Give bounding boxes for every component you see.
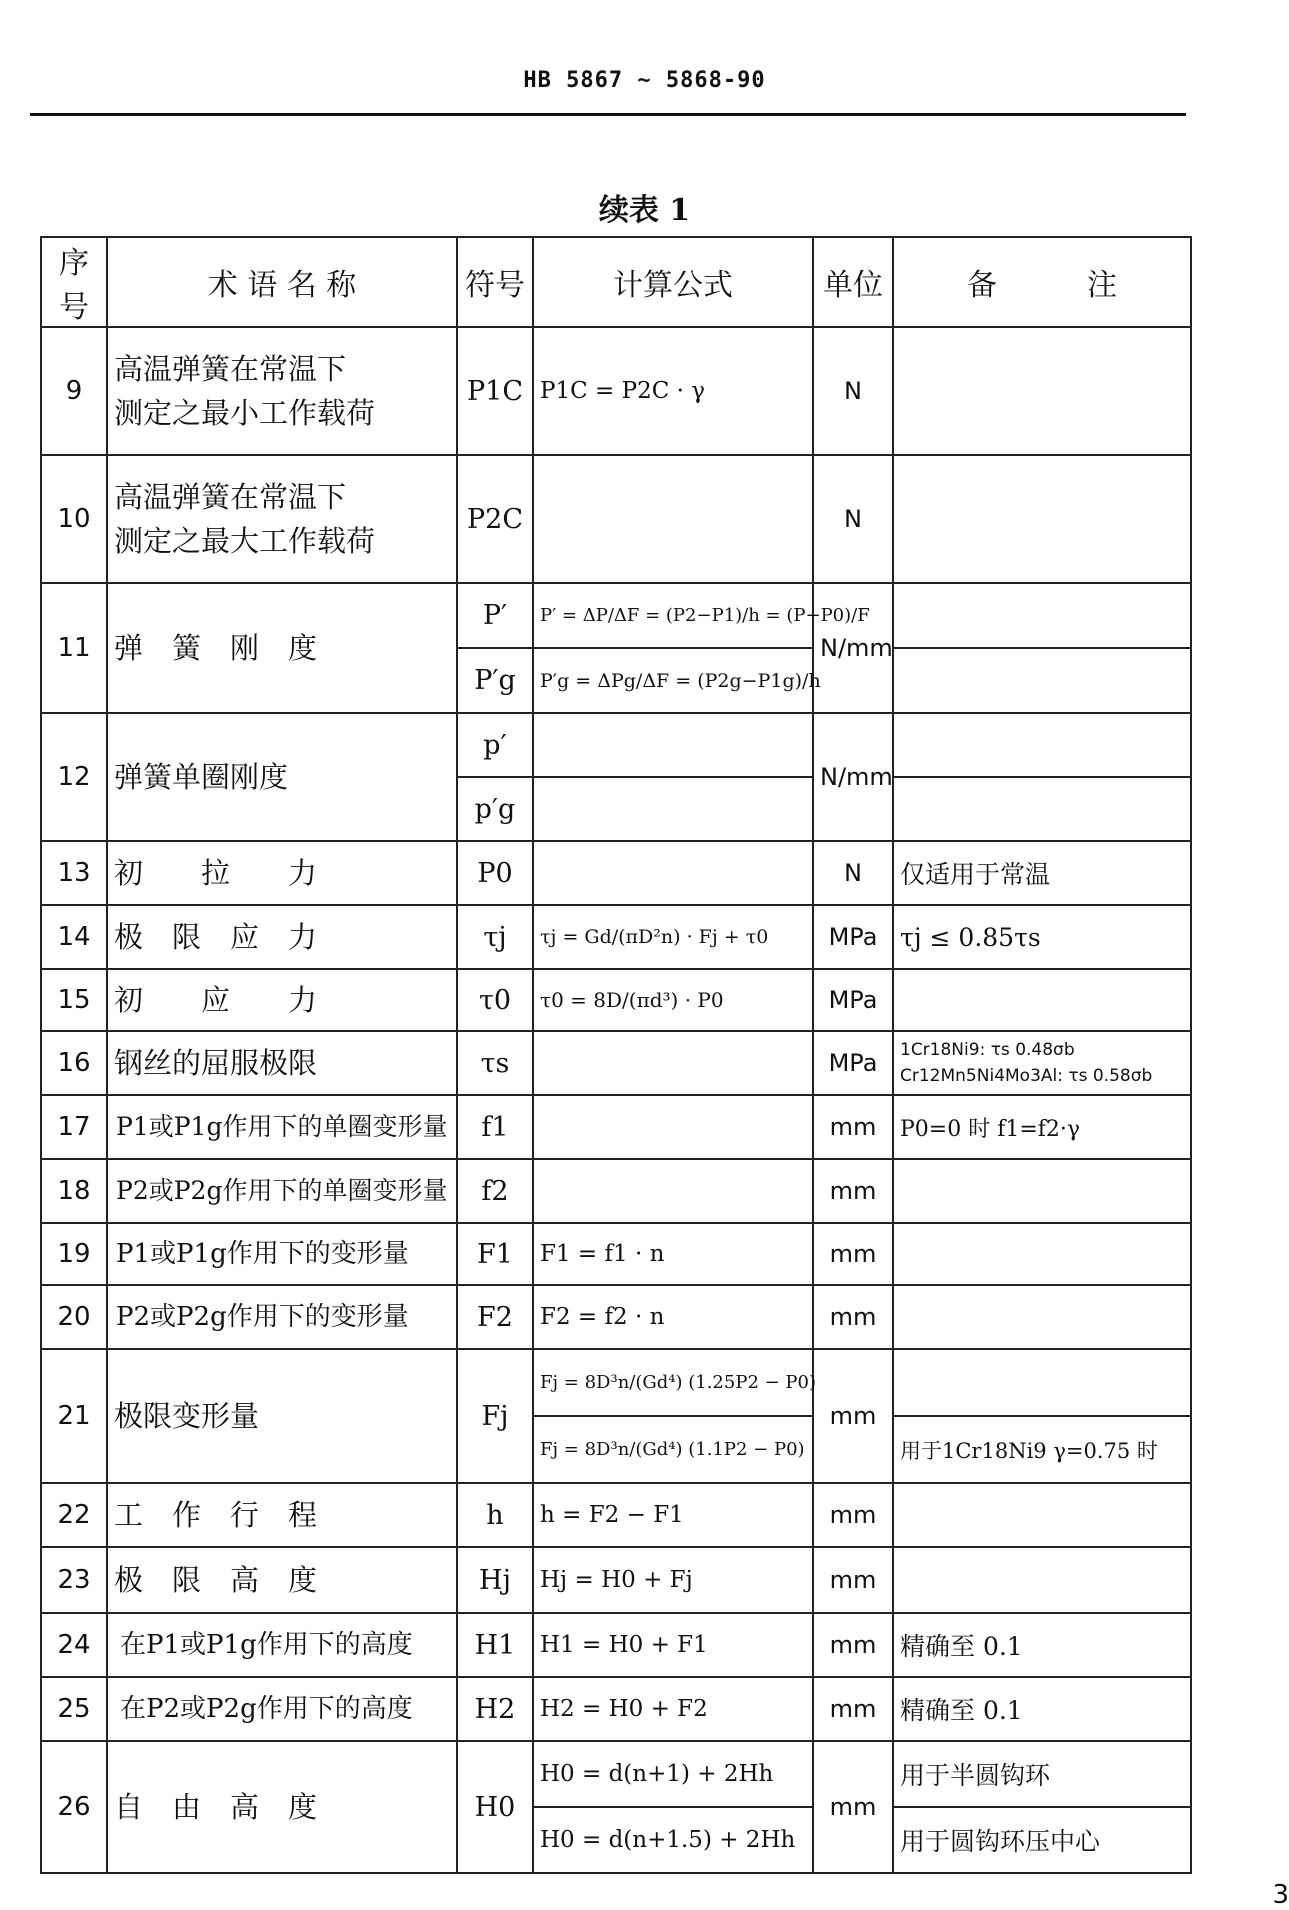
formula-cell: F1 = f1 · n [533, 1223, 813, 1285]
symbol-cell: p′ [457, 713, 533, 777]
table-row [41, 841, 1191, 905]
unit-cell: MPa [813, 969, 893, 1031]
remark-cell: 用于圆钩环压中心 [893, 1807, 1191, 1873]
terms-table [40, 236, 1192, 1874]
row-no: 18 [41, 1159, 107, 1223]
formula-cell: H0 = d(n+1.5) + 2Hh [533, 1807, 813, 1873]
col-header-formula: 计算公式 [533, 237, 813, 327]
symbol-cell: P′g [457, 648, 533, 713]
unit-cell: N/mm [813, 583, 893, 713]
symbol-cell: τs [457, 1031, 533, 1095]
term-cell: 在P2或P2g作用下的高度 [107, 1677, 457, 1741]
formula-cell: h = F2 − F1 [533, 1483, 813, 1547]
row-no: 16 [41, 1031, 107, 1095]
formula-cell: F2 = f2 · n [533, 1285, 813, 1349]
formula-cell [533, 777, 813, 841]
remark-cell [893, 1285, 1191, 1349]
unit-cell: mm [813, 1547, 893, 1613]
term-line: 高温弹簧在常温下 [114, 480, 347, 514]
row-no: 11 [41, 583, 107, 713]
symbol-cell: P′ [457, 583, 533, 648]
term-cell: 在P1或P1g作用下的高度 [107, 1613, 457, 1677]
unit-cell: N [813, 327, 893, 455]
table-row [41, 905, 1191, 969]
remark-cell [893, 969, 1191, 1031]
document-code: HB 5867 ~ 5868-90 [523, 68, 766, 93]
term-cell: 初 拉 力 [107, 841, 457, 905]
formula-cell: τj = Gd/(πD²n) · Fj + τ0 [533, 905, 813, 969]
row-no: 17 [41, 1095, 107, 1159]
symbol-cell: Hj [457, 1547, 533, 1613]
unit-cell: MPa [813, 905, 893, 969]
unit-cell: mm [813, 1483, 893, 1547]
remark-line: 1Cr18Ni9: τs 0.48σb [900, 1040, 1075, 1060]
term-cell: P1或P1g作用下的变形量 [107, 1223, 457, 1285]
table-row [41, 1031, 1191, 1095]
formula-cell: Fj = 8D³n/(Gd⁴) (1.25P2 − P0) [533, 1349, 813, 1416]
remark-cell: τj ≤ 0.85τs [893, 905, 1191, 969]
symbol-cell: f2 [457, 1159, 533, 1223]
unit-cell: N [813, 841, 893, 905]
remark-cell: 精确至 0.1 [893, 1613, 1191, 1677]
remark-cell: 用于1Cr18Ni9 γ=0.75 时 [893, 1416, 1191, 1483]
unit-cell: mm [813, 1613, 893, 1677]
formula-cell [533, 1159, 813, 1223]
symbol-cell: Fj [457, 1349, 533, 1483]
col-header-symbol: 符号 [457, 237, 533, 327]
unit-cell: mm [813, 1741, 893, 1873]
col-header-term: 术 语 名 称 [107, 237, 457, 327]
row-no: 22 [41, 1483, 107, 1547]
remark-cell: P0=0 时 f1=f2·γ [893, 1095, 1191, 1159]
unit-cell: mm [813, 1159, 893, 1223]
term-cell: P2或P2g作用下的单圈变形量 [107, 1159, 457, 1223]
row-no: 13 [41, 841, 107, 905]
col-header-unit: 单位 [813, 237, 893, 327]
formula-cell: H2 = H0 + F2 [533, 1677, 813, 1741]
term-cell [107, 327, 457, 455]
formula-cell [533, 1095, 813, 1159]
formula-cell [533, 841, 813, 905]
symbol-cell: h [457, 1483, 533, 1547]
remark-cell [893, 648, 1191, 713]
remark-cell [893, 1223, 1191, 1285]
remark-cell: 用于半圆钩环 [893, 1741, 1191, 1807]
unit-cell: mm [813, 1223, 893, 1285]
symbol-cell: τj [457, 905, 533, 969]
row-no: 15 [41, 969, 107, 1031]
term-cell: 弹 簧 刚 度 [107, 583, 457, 713]
symbol-cell: P2C [457, 455, 533, 583]
formula-cell: P′g = ΔPg/ΔF = (P2g−P1g)/h [533, 648, 813, 713]
symbol-cell: P0 [457, 841, 533, 905]
row-no: 21 [41, 1349, 107, 1483]
term-line: 测定之最大工作载荷 [114, 524, 376, 558]
remark-cell: 精确至 0.1 [893, 1677, 1191, 1741]
table-row [41, 1613, 1191, 1677]
table-row [41, 583, 1191, 648]
table-row [41, 455, 1191, 583]
table-row [41, 1741, 1191, 1807]
row-no: 20 [41, 1285, 107, 1349]
table-row [41, 1223, 1191, 1285]
term-cell: 初 应 力 [107, 969, 457, 1031]
table-row [41, 1159, 1191, 1223]
table-caption: 续表 1 [598, 193, 691, 228]
remark-cell [893, 1031, 1191, 1095]
remark-cell [893, 583, 1191, 648]
page-number: 3 [1272, 1880, 1289, 1910]
remark-cell [893, 327, 1191, 455]
formula-cell [533, 713, 813, 777]
row-no: 23 [41, 1547, 107, 1613]
row-no: 19 [41, 1223, 107, 1285]
row-no: 14 [41, 905, 107, 969]
symbol-cell: H0 [457, 1741, 533, 1873]
term-cell: 极 限 高 度 [107, 1547, 457, 1613]
table-row [41, 327, 1191, 455]
unit-cell: MPa [813, 1031, 893, 1095]
unit-cell: mm [813, 1285, 893, 1349]
unit-cell: mm [813, 1349, 893, 1483]
unit-cell: N/mm [813, 713, 893, 841]
term-line: 测定之最小工作载荷 [114, 396, 376, 430]
table-row [41, 1285, 1191, 1349]
symbol-cell: F1 [457, 1223, 533, 1285]
term-cell: 弹簧单圈刚度 [107, 713, 457, 841]
unit-cell: N [813, 455, 893, 583]
formula-cell [533, 455, 813, 583]
row-no: 10 [41, 455, 107, 583]
remark-cell [893, 455, 1191, 583]
formula-cell: Hj = H0 + Fj [533, 1547, 813, 1613]
table-row [41, 1483, 1191, 1547]
remark-cell [893, 777, 1191, 841]
row-no: 9 [41, 327, 107, 455]
symbol-cell: P1C [457, 327, 533, 455]
remark-cell [893, 1483, 1191, 1547]
term-line: 高温弹簧在常温下 [114, 352, 347, 386]
term-cell: 极限变形量 [107, 1349, 457, 1483]
formula-cell: P1C = P2C · γ [533, 327, 813, 455]
table-row [41, 1349, 1191, 1416]
header-rule [30, 113, 1186, 116]
row-no: 25 [41, 1677, 107, 1741]
formula-cell: H0 = d(n+1) + 2Hh [533, 1741, 813, 1807]
symbol-cell: F2 [457, 1285, 533, 1349]
formula-cell: P′ = ΔP/ΔF = (P2−P1)/h = (P−P0)/F [533, 583, 813, 648]
term-cell: 钢丝的屈服极限 [107, 1031, 457, 1095]
table-row [41, 1547, 1191, 1613]
remark-cell [893, 1349, 1191, 1416]
remark-cell [893, 1159, 1191, 1223]
remark-cell [893, 1547, 1191, 1613]
table-row [41, 1677, 1191, 1741]
term-cell: P1或P1g作用下的单圈变形量 [107, 1095, 457, 1159]
row-no: 24 [41, 1613, 107, 1677]
symbol-cell: f1 [457, 1095, 533, 1159]
col-header-remark: 备 注 [893, 237, 1191, 327]
row-no: 12 [41, 713, 107, 841]
col-header-no: 序号 [41, 237, 107, 327]
unit-cell: mm [813, 1095, 893, 1159]
term-cell: 自 由 高 度 [107, 1741, 457, 1873]
formula-cell: H1 = H0 + F1 [533, 1613, 813, 1677]
formula-cell: Fj = 8D³n/(Gd⁴) (1.1P2 − P0) [533, 1416, 813, 1483]
remark-cell [893, 713, 1191, 777]
symbol-cell: τ0 [457, 969, 533, 1031]
symbol-cell: H2 [457, 1677, 533, 1741]
term-cell: 工 作 行 程 [107, 1483, 457, 1547]
remark-line: Cr12Mn5Ni4Mo3Al: τs 0.58σb [900, 1066, 1153, 1086]
symbol-cell: H1 [457, 1613, 533, 1677]
unit-cell: mm [813, 1677, 893, 1741]
formula-cell [533, 1031, 813, 1095]
table-row [41, 713, 1191, 777]
formula-cell: τ0 = 8D/(πd³) · P0 [533, 969, 813, 1031]
term-cell: P2或P2g作用下的变形量 [107, 1285, 457, 1349]
table-row [41, 1095, 1191, 1159]
row-no: 26 [41, 1741, 107, 1873]
term-cell [107, 455, 457, 583]
table-row [41, 969, 1191, 1031]
header-row [41, 237, 1191, 327]
term-cell: 极 限 应 力 [107, 905, 457, 969]
remark-cell: 仅适用于常温 [893, 841, 1191, 905]
symbol-cell: p′g [457, 777, 533, 841]
